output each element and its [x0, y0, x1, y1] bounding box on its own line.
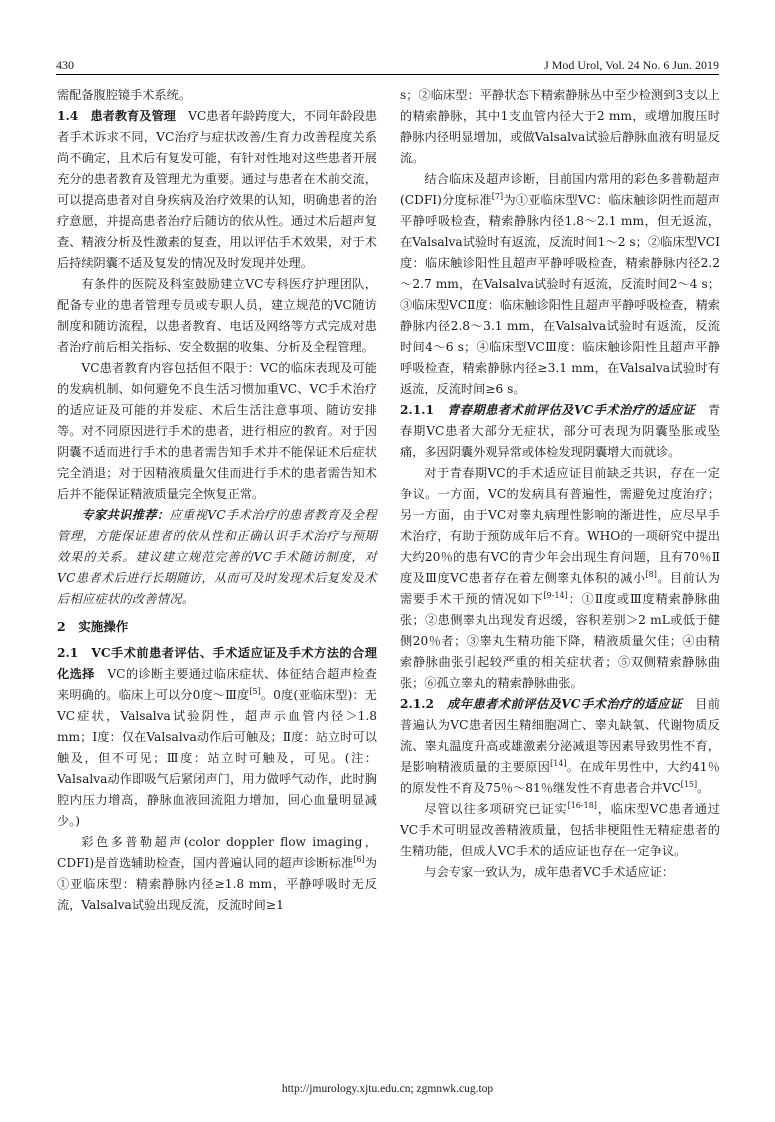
text: 尽管以往多项研究已证实: [424, 802, 568, 816]
citation: [7]: [491, 191, 504, 201]
section-2-1-1: [400, 400, 720, 463]
section-title: 成年患者术前评估及VC手术治疗的适应证: [447, 697, 683, 711]
paragraph: 需配备腹腔镜手术系统。: [57, 88, 192, 102]
paragraph: [400, 169, 720, 400]
citation: [6]: [353, 854, 365, 864]
section-title: VC手术前患者评估、手术适应证及手术方法的合理化选择: [57, 646, 377, 681]
text: 为①亚临床型：精索静脉内径≥1.8 mm，平静呼吸时无反流，Valsalva试验出现反流，反流时间≥1: [57, 856, 378, 912]
recommendation-label: 专家共识推荐：: [81, 508, 170, 522]
citation: [15]: [680, 779, 698, 789]
text: ：①Ⅱ度或Ⅲ度精索静脉曲张；②患侧睾丸出现发育迟缓，容积差别＞2 mL或低于健侧20％者；③睾丸生精功能下降，精液质量欠佳；④由精索静脉曲张引起较严重的相关症状者；⑤双侧精索静脉曲张；⑥孤立睾丸的精索静脉曲张。: [400, 592, 720, 690]
section-title: 患者教育及管理: [90, 109, 176, 123]
citation: [8]: [645, 569, 657, 579]
section-number: 1.4: [57, 109, 79, 123]
journal-citation: J Mod Urol, Vol. 24 No. 6 Jun. 2019: [544, 58, 719, 72]
section-2-1-2: [400, 694, 720, 799]
paragraph: VC患者教育内容包括但不限于：VC的临床表现及可能的发病机制、如何避免不良生活习惯加重VC、VC手术治疗的适应证及可能的并发症、术后生活注意事项、随访安排等。对不同原因进行手术的患者，进行相应的教育。对于因阴囊不适而进行手术的患者需告知手术并不能保证术后症状完全消退；对于因精液质量欠佳而进行手术的患者需告知术后并不能保证精液质量完全恢复正常。: [57, 361, 377, 501]
text: 彩色多普勒超声(color doppler flow imaging，CDFI)是首选辅助检查，国内普遍认同的超声诊断标准: [57, 835, 377, 870]
citation: [9-14]: [543, 590, 568, 600]
section-number: 2.1.1: [400, 403, 434, 417]
paragraph: 与会专家一致认为，成年患者VC手术适应证：: [424, 865, 675, 879]
paragraph: [400, 799, 720, 862]
recommendation-body: 应重视VC手术治疗的患者教育及全程管理，方能保证患者的依从性和正确认识手术治疗与预期效果的关系。建议建立规范完善的VC手术随访制度，对VC患者术后进行长期随访，从而可及时发现术后复发及术后相应症状的改善情况。: [57, 508, 377, 606]
paragraph: [57, 832, 377, 916]
text: 为①亚临床型VC：临床触诊阴性而超声平静呼吸检查，精索静脉内径1.8～2.1 mm，但无返流，在Valsalva试验时有返流，反流时间1～2 s；②临床型VCⅠ度：临床触诊阳性且超声平静呼吸检查，精索静脉内径2.2～2.7 mm，在Valsalva试验时有返流，反流时间2～4 s；③临床型VCⅡ度：临床触诊阳性且超声平静呼吸检查，精索静脉内径2.8～3.1 mm，在Valsalva试验时有返流，反流时间4～6 s；④临床型VCⅢ度：临床触诊阳性且超声平静呼吸检查，精索静脉内径≥3.1 mm，在Valsalva试验时有返流，反流时间≥6 s。: [400, 193, 720, 396]
footer-url: http://jmurology.xjtu.edu.cn; zgmnwk.cug.top: [281, 1083, 494, 1095]
section-title: 青春期患者术前评估及VC手术治疗的适应证: [447, 403, 696, 417]
paragraph: [400, 463, 720, 694]
text: ，临床型VC患者通过VC手术可明显改善精液质量，包括非梗阻性无精症患者的生精功能，但成人VC手术的适应证也存在一定争议。: [400, 802, 720, 858]
section-number: 2.1: [57, 646, 79, 660]
section-2-heading: 2 实施操作: [57, 619, 129, 634]
section-body: VC的诊断主要通过临床症状、体征结合超声检查来明确的。临床上可以分0度～Ⅲ度: [57, 667, 377, 702]
section-body: VC患者年龄跨度大，不同年龄段患者手术诉求不同，VC治疗与症状改善/生育力改善程度关系尚不确定，且术后有复发可能，有针对性地对这些患者开展充分的患者教育及管理尤为重要。通过与患者在术前交流，可以提高患者对自身疾病及治疗效果的认知，明确患者的治疗意愿，并提高患者治疗后随访的依从性。通过术后超声复查、精液分析及性激素的复查，用以评估手术效果，对于术后持续阴囊不适及复发的情况及时发现并处理。: [57, 109, 378, 270]
section-body: 青春期VC患者大部分无症状，部分可表现为阴囊坠胀或坠痛，多因阴囊外观异常或体检发现阴囊增大而就诊。: [400, 403, 721, 459]
section-2-1: [57, 643, 377, 832]
left-column: [57, 85, 377, 916]
expert-recommendation: [57, 505, 377, 610]
section-number: 2.1.2: [400, 697, 434, 711]
paragraph: s；②临床型：平静状态下精索静脉丛中至少检测到3支以上的精索静脉，其中1支血管内径大于2 mm，或增加腹压时静脉内径明显增加，或做Valsalva试验后静脉血液有明显反流。: [400, 88, 720, 165]
section-body: 。0度(亚临床型)：无VC症状，Valsalva试验阴性，超声示血管内径＞1.8 mm；Ⅰ度：仅在Valsalva动作后可触及；Ⅱ度：站立时可以触及，但不可见；Ⅲ度：站立时可触及，可见。(注：Valsalva动作即吸气后紧闭声门，用力做呼气动作，此时胸腔内压力增高，静脉血液回流阻力增加，回心血量明显减少。): [57, 688, 377, 828]
running-header: [56, 52, 719, 75]
section-body: 目前普遍认为VC患者因生精细胞凋亡、睾丸缺氧、代谢物质反流、睾丸温度升高或雄激素分泌减退等因素导致男性不育，是影响精液质量的主要原因: [400, 697, 721, 774]
section-1-4: [57, 106, 377, 274]
text: 对于青春期VC的手术适应证目前缺乏共识，存在一定争议。一方面，VC的发病具有普遍性，需避免过度治疗；另一方面，由于VC对睾丸病理性影响的渐进性，应尽早手术治疗，有助于预防成年后不育。WHO的一项研究中提出大约20％的患有VC的青少年会出现生育问题，且有70％Ⅱ度及Ⅲ度VC患者存在着左侧睾丸体积的减小: [400, 466, 720, 585]
citation: [16-18]: [567, 800, 597, 810]
citation: [14]: [550, 758, 567, 768]
citation: [5]: [249, 686, 261, 696]
section-body: 。: [697, 781, 710, 795]
text: 。目前认为需要手术干预的情况如下: [400, 571, 720, 606]
page-number: 430: [56, 58, 74, 72]
text: 结合临床及超声诊断，目前国内常用的彩色多普勒超声(CDFI)分度标准: [400, 172, 720, 207]
paragraph: 有条件的医院及科室鼓励建立VC专科医疗护理团队，配备专业的患者管理专员或专职人员，建立规范的VC随访制度和随访流程，以患者教育、电话及网络等方式完成对患者治疗前后相关指标、安全数据的收集、分析及全程管理。: [57, 277, 377, 354]
section-body: 。在成年男性中，大约41％的原发性不育及75％～81％继发性不育患者合并VC: [400, 760, 720, 795]
right-column: [400, 85, 720, 883]
